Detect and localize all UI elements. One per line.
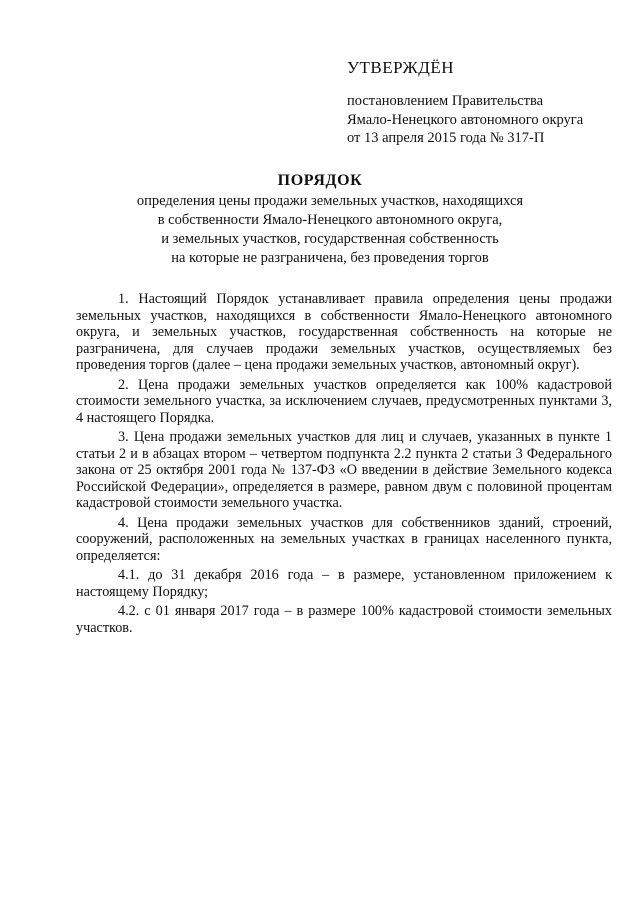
paragraph-2: 2. Цена продажи земельных участков определяется как 100% кадастровой стоимости земельного участка, за исключением случаев, предусмотренных пунктами 3, 4 настоящего Порядка. bbox=[76, 376, 612, 426]
approval-lines bbox=[347, 92, 632, 148]
approval-heading: УТВЕРЖДЁН bbox=[347, 58, 454, 77]
document-title: ПОРЯДОК bbox=[277, 172, 363, 189]
approval-line: Ямало-Ненецкого автономного округа bbox=[347, 111, 584, 128]
approval-line: постановлением Правительства bbox=[347, 93, 544, 109]
document-subtitle bbox=[100, 192, 560, 268]
paragraph-4-1: 4.1. до 31 декабря 2016 года – в размере, установленном приложением к настоящему Порядку; bbox=[76, 567, 612, 600]
subtitle-line: и земельных участков, государственная собственность bbox=[161, 231, 499, 247]
approval-block bbox=[347, 58, 632, 148]
approval-line: от 13 апреля 2015 года № 317-П bbox=[347, 130, 545, 146]
paragraph-3: 3. Цена продажи земельных участков для лиц и случаев, указанных в пункте 1 статьи 2 и в абзацах втором – четвертом подпункта 2.2 пункта 2 статьи 3 Федерального закона от 25 октября 2001 года № 137-ФЗ «О введении в действие Земельного кодекса Российской Федерации», определяется в размере, равном двум с половиной процентам кадастровой стоимости земельного участка. bbox=[76, 429, 612, 511]
subtitle-line: определения цены продажи земельных участков, находящихся bbox=[136, 193, 524, 209]
document-body bbox=[76, 291, 612, 639]
paragraph-4: 4. Цена продажи земельных участков для собственников зданий, строений, сооружений, расположенных на земельных участках в границах населенного пункта, определяется: bbox=[76, 514, 612, 564]
paragraph-1: 1. Настоящий Порядок устанавливает правила определения цены продажи земельных участков, находящихся в собственности Ямало-Ненецкого автономного округа, и земельных участков, государственная собственность на которые не разграничена, для случаев продажи земельных участков, осуществляемых без проведения торгов (далее – цена продажи земельных участков, автономный округ). bbox=[76, 291, 612, 373]
subtitle-line: в собственности Ямало-Ненецкого автономного округа, bbox=[157, 212, 503, 228]
subtitle-line: на которые не разграничена, без проведения торгов bbox=[171, 250, 489, 266]
paragraph-4-2: 4.2. с 01 января 2017 года – в размере 100% кадастровой стоимости земельных участков. bbox=[76, 603, 612, 636]
